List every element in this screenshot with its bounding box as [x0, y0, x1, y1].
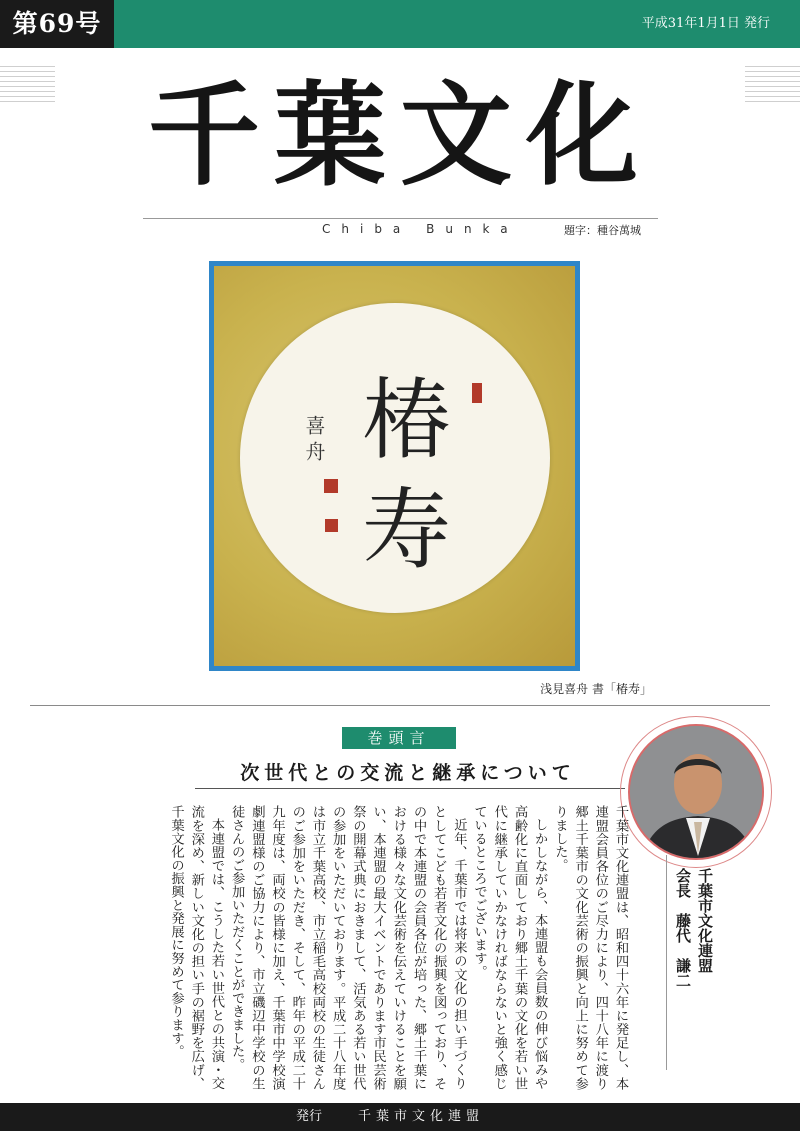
article-paragraph-3: 近年、千葉市では将来の文化の担い手づくりとしてこども若者文化の振興を図っており、その中で本連盟の会員各位が培った、郷土千葉における様々な文化芸術を伝えていけることを願い、本連盟の最大イベントであります市民芸術祭の開幕式典におきまして、活気ある若い世代の参加をいただいております。平成二十八年度は市立千葉高校、市立稲毛高校両校の生徒さんのご参加をいただき、そして、昨年の平成二十九年度は、両校の皆様に加え、千葉市中学校演劇連盟様のご協力により、市立磯辺中学校の生徒さんのご参加いただくことができました。 — [229, 805, 467, 1090]
seal-stamp-top — [472, 383, 482, 403]
masthead-romaji: Chiba Bunka — [322, 222, 519, 236]
author-rule — [666, 855, 667, 1070]
artwork-calligraphy — [240, 303, 550, 613]
masthead-title — [150, 62, 650, 202]
seal-stamp-1 — [324, 479, 338, 493]
author-organization: 千葉市文化連盟 — [696, 868, 714, 973]
portrait-illustration — [630, 726, 764, 860]
artwork-shikishi — [240, 303, 550, 613]
left-stripes — [0, 66, 55, 102]
article-headline: 次世代との交流と継承について — [240, 762, 576, 784]
masthead-rule — [143, 218, 658, 219]
artwork-frame — [209, 261, 580, 671]
masthead-text: 千葉文化 — [150, 70, 650, 201]
publish-date: 平成31年1月1日 発行 — [641, 16, 770, 31]
issue-number: 第69号 — [0, 0, 114, 48]
footer-bar — [0, 1103, 800, 1131]
author-block — [672, 868, 716, 1068]
section-divider — [30, 705, 770, 706]
footer-publisher: 千葉市文化連盟 — [358, 1109, 485, 1124]
seal-stamp-2 — [325, 519, 338, 532]
author-role — [672, 868, 694, 1068]
article-paragraph-1: 千葉市文化連盟は、昭和四十六年に発足し、本連盟会員各位のご尽力により、四十八年に渡り郷土千葉市の文化芸術の振興と向上に努めて参りました。 — [552, 805, 628, 1090]
headline-rule — [195, 788, 625, 789]
right-stripes — [745, 66, 800, 102]
article-paragraph-2: しかしながら、本連盟も会員数の伸び悩みや高齢化に直面しており郷土千葉の文化を若い世代に継承していかなければならないと強く感じているところでございます。 — [471, 805, 548, 1090]
author-role-text: 会長 — [674, 868, 692, 898]
masthead-calligraphy — [150, 62, 650, 202]
calligrapher-credit: 題字：種谷萬城 — [564, 224, 641, 237]
article-body — [40, 805, 630, 1090]
footer-label: 発行 — [296, 1109, 323, 1124]
section-label: 巻頭言 — [342, 727, 456, 749]
artwork-caption: 浅見喜舟 書「椿寿」 — [540, 682, 652, 696]
top-banner — [0, 0, 800, 48]
author-portrait — [628, 724, 764, 860]
article-paragraph-4: 本連盟では、こうした若い世代との共演・交流を深め、新しい文化の担い手の裾野を広げ、千葉文化の振興と発展に努めて参ります。 — [168, 805, 224, 1090]
author-name: 藤代 謙二 — [674, 913, 692, 988]
artwork-signature: 喜舟 — [302, 415, 326, 467]
artwork-text: 椿寿 — [348, 373, 452, 593]
